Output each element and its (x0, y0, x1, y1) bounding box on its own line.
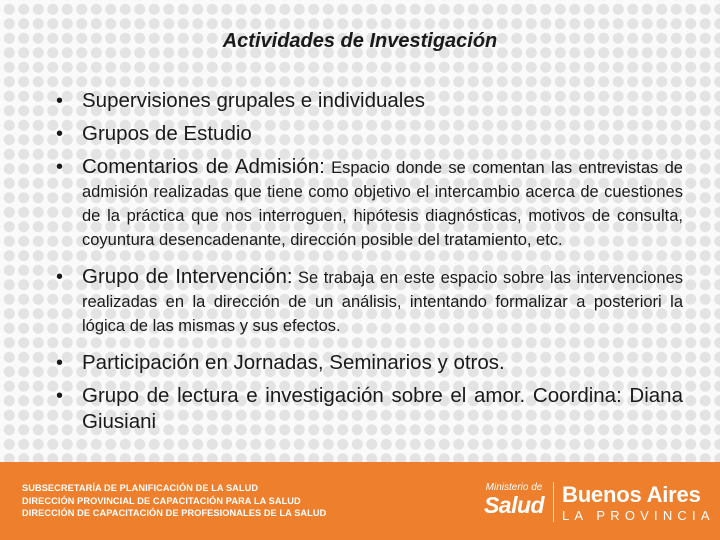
bullet-lead: Comentarios de Admisión: (82, 155, 325, 178)
bullet-lead: Supervisiones grupales e individuales (82, 89, 426, 112)
buenos-aires-logo (562, 484, 715, 522)
logo-divider (553, 482, 554, 522)
bullet-lead: Participación en Jornadas, Seminarios y otros. (82, 351, 505, 374)
la-provincia-label: LA PROVINCIA (562, 508, 715, 523)
footer-line-direccion-provincial: DIRECCIÓN PROVINCIAL DE CAPACITACIÓN PARA LA SALUD (22, 495, 301, 506)
bullet-item-comentarios-admision (56, 154, 683, 252)
bullet-list (56, 88, 683, 435)
bullet-description: Se trabaja en este espacio sobre las intervenciones realizadas en la dirección de un análisis, intentando formalizar a posteriori la lógica de las mismas y sus efectos. (82, 269, 683, 335)
bullet-item-participacion (56, 350, 683, 376)
bullet-description: Espacio donde se comentan las entrevistas de admisión realizadas que tiene como objetivo el intercambio acerca de cuestiones de la práctica que nos interroguen, hipótesis diagnósticas, motivos de consulta, coyuntura desencadenante, dirección posible del tratamiento, etc. (82, 159, 683, 249)
slide-title: Actividades de Investigación (222, 30, 498, 52)
bullet-lead: Grupos de Estudio (82, 122, 252, 145)
footer-line-subsecretaria: SUBSECRETARÍA DE PLANIFICACIÓN DE LA SALUD (22, 483, 259, 493)
footer-line-direccion-capacitacion: DIRECCIÓN DE CAPACITACIÓN DE PROFESIONALES DE LA SALUD (22, 508, 327, 518)
bullet-item-grupo-lectura (56, 383, 683, 435)
bullet-lead: Grupo de lectura e investigación sobre el amor. Coordina: Diana Giusiani (82, 384, 683, 433)
bullet-item-grupos-estudio (56, 121, 683, 147)
buenos-aires-label: Buenos Aires (562, 482, 701, 507)
salud-label: Salud (483, 492, 545, 518)
ministerio-salud-logo (483, 483, 545, 517)
ministerio-label: Ministerio de (485, 482, 543, 493)
footer-institution-lines (22, 482, 326, 520)
bullet-lead: Grupo de Intervención: (82, 265, 293, 288)
bullet-item-grupo-intervencion (56, 264, 683, 338)
footer-bar (0, 462, 720, 540)
bullet-item-supervisiones (56, 88, 683, 114)
